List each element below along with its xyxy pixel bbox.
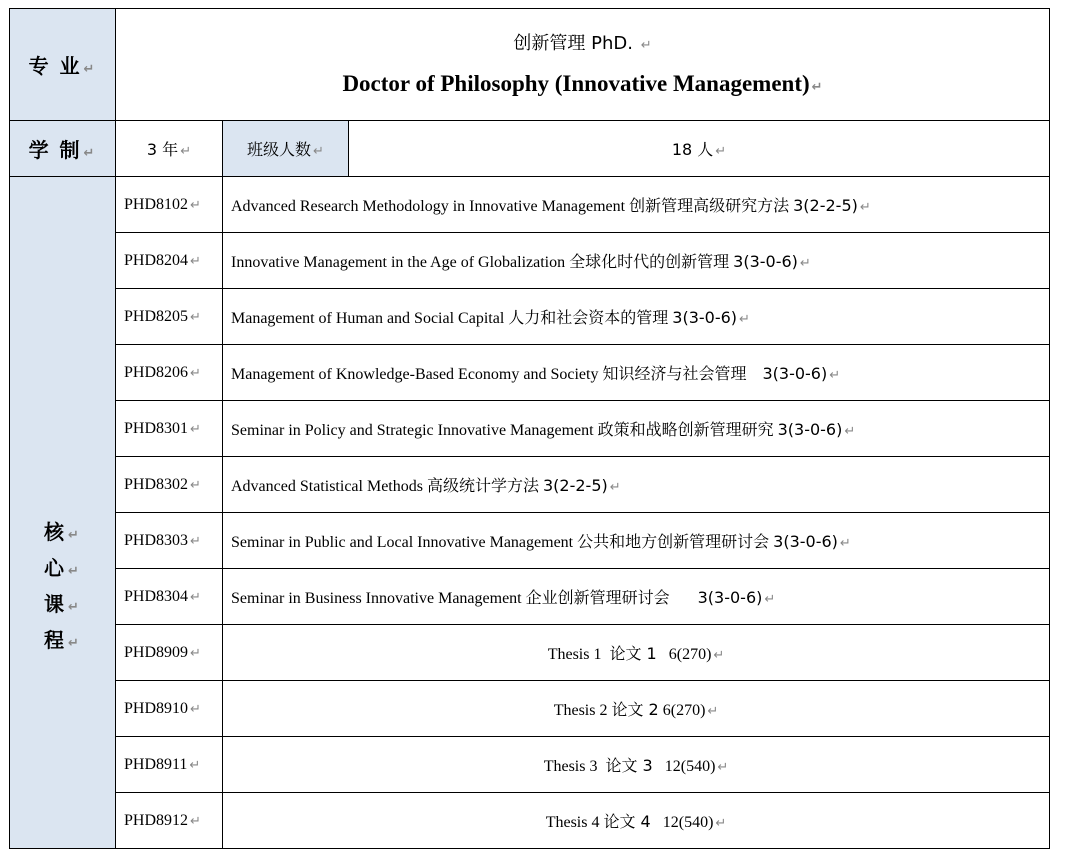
major-label-cell: 专 业 ↵ xyxy=(10,9,116,121)
class-size-label: 班级人数 xyxy=(247,140,312,159)
course-code: PHD8303 ↵ xyxy=(116,513,223,569)
major-name-en: Doctor of Philosophy (Innovative Management) ↵ xyxy=(342,70,823,96)
course-row xyxy=(10,569,1050,625)
course-code: PHD8102 ↵ xyxy=(116,177,223,233)
major-row xyxy=(10,9,1050,121)
major-name-cell xyxy=(116,9,1050,121)
thesis-code: PHD8909 ↵ xyxy=(116,625,223,681)
course-code: PHD8301 ↵ xyxy=(116,401,223,457)
course-row xyxy=(10,233,1050,289)
program-table xyxy=(9,8,1050,849)
core-label-char: 心 ↵ xyxy=(44,555,81,580)
schooling-label: 学 制 xyxy=(28,138,82,162)
course-name: Seminar in Public and Local Innovative Management 公共和地方创新管理研讨会 3(3-0-6) ↵ xyxy=(223,513,1050,569)
thesis-code: PHD8912 ↵ xyxy=(116,793,223,849)
course-code: PHD8304 ↵ xyxy=(116,569,223,625)
course-name: Advanced Statistical Methods 高级统计学方法 3(2-2-5) ↵ xyxy=(223,457,1050,513)
schooling-label-cell: 学 制 ↵ xyxy=(10,121,116,177)
course-name: Advanced Research Methodology in Innovative Management 创新管理高级研究方法 3(2-2-5) ↵ xyxy=(223,177,1050,233)
course-code: PHD8206 ↵ xyxy=(116,345,223,401)
course-name: Seminar in Business Innovative Management 企业创新管理研讨会 3(3-0-6) ↵ xyxy=(223,569,1050,625)
thesis-name: Thesis 1 论文 1 6(270) ↵ xyxy=(223,625,1050,681)
course-code: PHD8302 ↵ xyxy=(116,457,223,513)
duration-value: 3 年 xyxy=(146,140,179,159)
course-row xyxy=(10,513,1050,569)
course-name: Management of Knowledge-Based Economy and Society 知识经济与社会管理 3(3-0-6) ↵ xyxy=(223,345,1050,401)
core-label-char: 程 ↵ xyxy=(44,627,81,652)
course-row xyxy=(10,457,1050,513)
course-name: Management of Human and Social Capital 人力和社会资本的管理 3(3-0-6) ↵ xyxy=(223,289,1050,345)
thesis-code: PHD8911 ↵ xyxy=(116,737,223,793)
class-size-cell: 18 人 ↵ xyxy=(349,121,1050,177)
major-name-cn: 创新管理 PhD. ↵ xyxy=(513,32,652,54)
thesis-row xyxy=(10,625,1050,681)
course-row xyxy=(10,177,1050,233)
course-name: Seminar in Policy and Strategic Innovative Management 政策和战略创新管理研究 3(3-0-6) ↵ xyxy=(223,401,1050,457)
thesis-name: Thesis 3 论文 3 12(540) ↵ xyxy=(223,737,1050,793)
thesis-code: PHD8910 ↵ xyxy=(116,681,223,737)
core-label-char: 课 ↵ xyxy=(44,591,81,616)
thesis-row xyxy=(10,681,1050,737)
course-row xyxy=(10,401,1050,457)
course-row xyxy=(10,345,1050,401)
thesis-name: Thesis 4 论文 4 12(540) ↵ xyxy=(223,793,1050,849)
core-label-char: 核 ↵ xyxy=(44,519,81,544)
core-courses-label-cell xyxy=(10,177,116,849)
duration-cell: 3 年 ↵ xyxy=(116,121,223,177)
course-name: Innovative Management in the Age of Globalization 全球化时代的创新管理 3(3-0-6) ↵ xyxy=(223,233,1050,289)
major-label: 专 业 xyxy=(28,54,82,78)
class-size-label-cell: 班级人数 ↵ xyxy=(223,121,349,177)
course-code: PHD8205 ↵ xyxy=(116,289,223,345)
schooling-row xyxy=(10,121,1050,177)
course-row xyxy=(10,289,1050,345)
thesis-row xyxy=(10,793,1050,849)
class-size-value: 18 人 xyxy=(671,140,714,159)
thesis-row xyxy=(10,737,1050,793)
course-code: PHD8204 ↵ xyxy=(116,233,223,289)
thesis-name: Thesis 2 论文 2 6(270) ↵ xyxy=(223,681,1050,737)
